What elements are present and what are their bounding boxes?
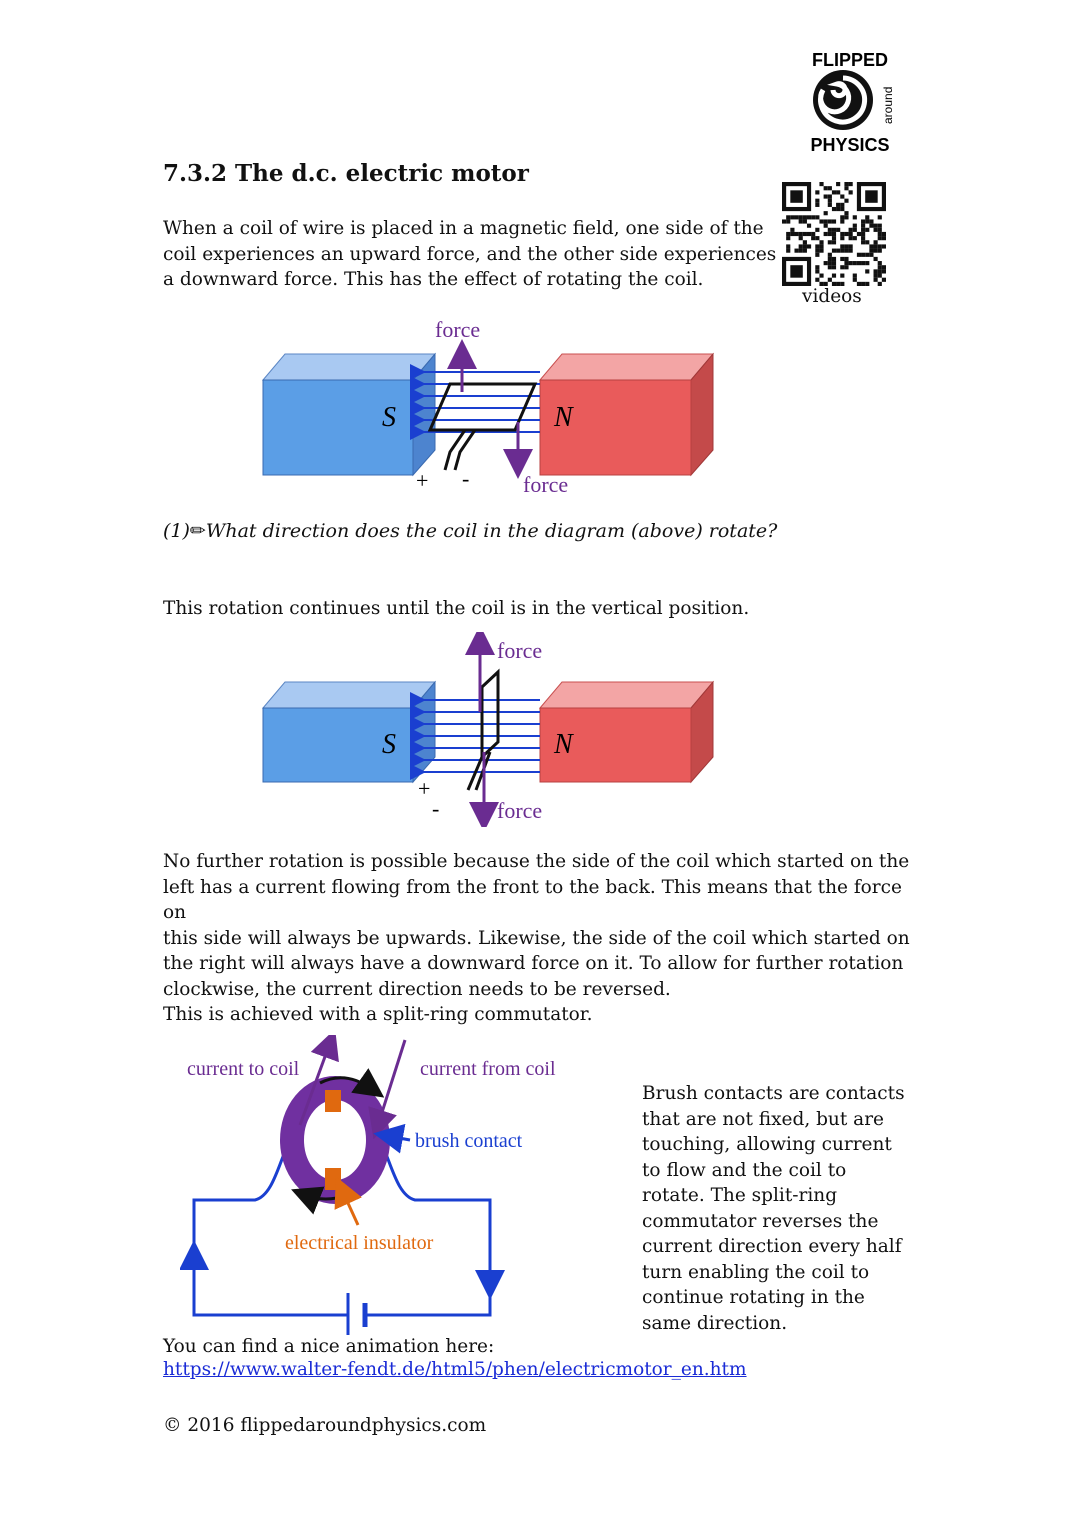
qr-code[interactable] [782, 182, 886, 286]
insulator-label: electrical insulator [285, 1232, 434, 1254]
qr-caption: videos [802, 286, 862, 307]
brush-contact-label: brush contact [415, 1130, 523, 1152]
commutator-paragraph: This is achieved with a split-ring commutator. [163, 1004, 593, 1025]
intro-line: a downward force. This has the effect of rotating the coil. [163, 269, 704, 290]
force-label-bottom: force [523, 472, 569, 497]
brush-line: that are not fixed, but are [642, 1108, 884, 1130]
motor-diagram-horizontal [250, 312, 730, 502]
north-label: N [554, 729, 573, 760]
force-label-bottom: force [497, 798, 543, 823]
explanation-line: the right will always have a downward force on it. To allow for further rotation [163, 953, 904, 974]
pencil-icon: ✏ [189, 520, 206, 542]
south-label: S [382, 402, 396, 433]
question-1 [163, 520, 777, 542]
logo-line2: PHYSICS [810, 135, 890, 155]
brush-line: commutator reverses the [642, 1210, 879, 1232]
brush-line: to flow and the coil to [642, 1159, 847, 1181]
brush-explanation [642, 1081, 912, 1336]
logo-line1: FLIPPED [811, 50, 889, 70]
brush-line: continue rotating in the [642, 1287, 865, 1308]
explanation-line: this side will always be upwards. Likewise, the side of the coil which started on [163, 927, 910, 949]
intro-line: coil experiences an upward force, and the other side experiences [163, 243, 777, 265]
motor-diagram-vertical [250, 632, 730, 827]
minus-label: - [462, 466, 470, 491]
explanation-line: left has a current flowing from the front to the back. This means that the force on [163, 876, 902, 923]
brush-line: turn enabling the coil to [642, 1261, 870, 1283]
intro-paragraph [163, 216, 783, 293]
force-label-top: force [435, 317, 481, 342]
question-text: What direction does the coil in the diagram (above) rotate? [205, 520, 778, 542]
brush-line: touching, allowing current [642, 1134, 892, 1155]
animation-intro: You can find a nice animation here: [163, 1336, 495, 1357]
explanation-line: No further rotation is possible because the side of the coil which started on the [163, 851, 910, 872]
question-number: (1) [163, 520, 190, 542]
plus-label: + [416, 468, 429, 493]
south-label: S [382, 729, 396, 760]
south-magnet [263, 354, 435, 475]
explanation-line: clockwise, the current direction needs to be reversed. [163, 978, 671, 1000]
rotation-paragraph: This rotation continues until the coil is in the vertical position. [163, 598, 750, 619]
flipped-physics-logo [800, 48, 900, 158]
south-magnet [263, 682, 435, 782]
commutator-diagram [180, 1035, 600, 1335]
section-title: 7.3.2 The d.c. electric motor [163, 160, 529, 187]
brush-line: rotate. The split-ring [642, 1185, 838, 1206]
plus-label: + [418, 776, 431, 801]
brush-line: Brush contacts are contacts [642, 1083, 905, 1104]
force-label-top: force [497, 638, 543, 663]
intro-line: When a coil of wire is placed in a magnetic field, one side of the [163, 218, 764, 239]
north-label: N [554, 402, 573, 433]
minus-label: - [432, 796, 440, 821]
explanation-paragraph [163, 849, 923, 1002]
brush-line: current direction every half [642, 1236, 902, 1257]
current-from-coil-label: current from coil [420, 1058, 556, 1080]
animation-link[interactable]: https://www.walter-fendt.de/html5/phen/electricmotor_en.htm [163, 1359, 747, 1380]
brush-line: same direction. [642, 1312, 788, 1334]
copyright-footer: © 2016 flippedaroundphysics.com [163, 1415, 487, 1436]
current-to-coil-label: current to coil [187, 1058, 300, 1080]
logo-side: around [881, 86, 895, 124]
